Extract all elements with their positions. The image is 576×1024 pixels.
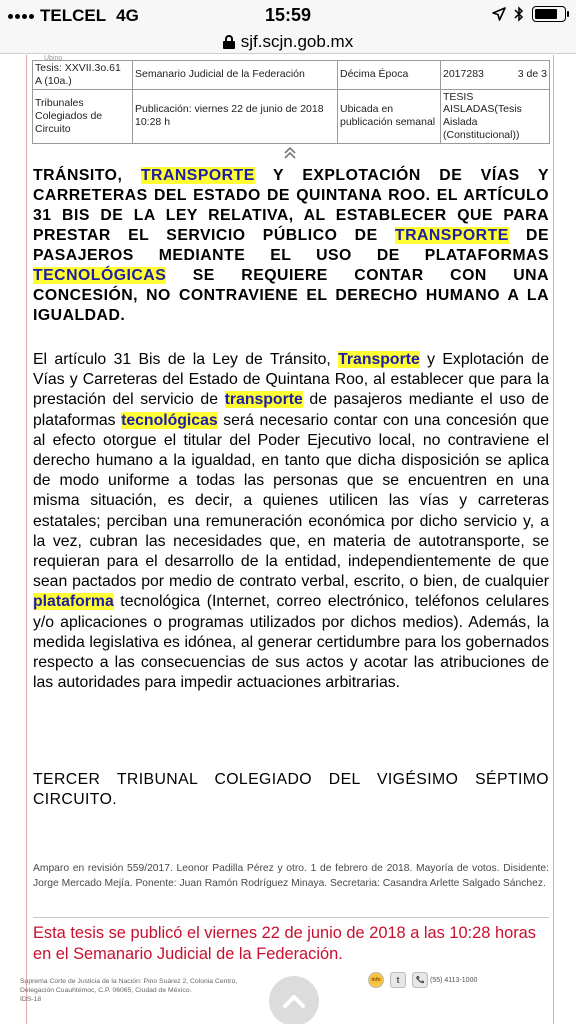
thesis-type: TESIS AISLADAS(Tesis Aislada (Constitucional)) <box>441 89 550 143</box>
registro-cell <box>441 61 550 90</box>
location-arrow-icon <box>492 7 506 21</box>
search-highlight: TRANSPORTE <box>394 227 509 244</box>
page-count: 3 de 3 <box>517 68 547 81</box>
bluetooth-icon <box>514 6 524 22</box>
heading-text: TRÁNSITO, <box>33 167 141 184</box>
body-text: y Explotación de Vías y Carreteras del Estado de Quintana Roo, al establecer que para la prestación del servicio de <box>33 351 549 409</box>
footer-address-1: Suprema Corte de Justicia de la Nación: Pino Suárez 2, Colonia Centro, <box>20 978 238 985</box>
battery-icon <box>532 6 566 22</box>
thesis-heading <box>33 166 549 326</box>
twitter-icon[interactable]: t <box>390 972 406 988</box>
thesis-body <box>33 350 549 693</box>
clock: 15:59 <box>264 5 312 25</box>
status-icons <box>492 6 566 22</box>
heading-text: DE PASAJEROS MEDIANTE EL USO DE PLATAFORMAS <box>33 227 549 264</box>
epoca: Décima Época <box>338 61 441 90</box>
source-name: Semanario Judicial de la Federación <box>133 61 338 90</box>
footer-icons <box>368 972 428 988</box>
info-icon[interactable]: info <box>368 972 384 988</box>
lock-icon <box>223 35 235 49</box>
organ: Tribunales Colegiados de Circuito <box>33 89 133 143</box>
thesis-metadata-table <box>32 60 550 144</box>
precedent-note: Amparo en revisión 559/2017. Leonor Padilla Pérez y otro. 1 de febrero de 2018. Mayoría de votos. Disidente: Jorge Mercado Mejía. Ponente: Juan Ramón Rodríguez Minaya. Secretaria: Casandra Arlette Salgado Sánchez. <box>33 863 549 889</box>
heading-text: Y EXPLOTACIÓN DE VÍAS Y CARRETERAS DEL ESTADO DE QUINTANA ROO. EL ARTÍCULO 31 BIS DE LA LEY RELATIVA, AL ESTABLECER QUE PARA PRESTAR EL SERVICIO PÚBLICO DE <box>33 167 549 244</box>
footer-code: IDS-18 <box>20 996 42 1003</box>
search-highlight: transporte <box>224 391 303 409</box>
double-chevron-up-icon[interactable] <box>282 145 298 161</box>
body-text: de pasajeros mediante el uso de plataformas <box>33 391 550 429</box>
address-bar[interactable] <box>0 30 576 54</box>
heading-text: SE REQUIERE CONTAR CON UNA CONCESIÓN, NO CONTRAVIENE EL DERECHO HUMANO A LA IGUALDAD. <box>33 267 549 324</box>
phone-icon <box>412 972 428 988</box>
publication-location: Ubicada en publicación semanal <box>338 89 441 143</box>
registro-number: 2017283 <box>443 68 484 81</box>
tesis-id: Tesis: XXVII.3o.61 A (10a.) <box>33 61 133 90</box>
footer-phone: (55) 4113-1000 <box>430 977 478 984</box>
scroll-to-top-button[interactable] <box>269 976 319 1024</box>
search-highlight: Transporte <box>338 351 420 368</box>
body-text: será necesario contar con una concesión que al efecto otorgue el titular del Poder Ejecutivo local, no contraviene el derecho humano a la igualdad, en tanto que dicha disposición se aplica de modo uniforme a todas las personas que se encuentren en una misma situación, es decir, a quienes utilicen las vías y carreteras estatales; perciban una remuneración económica por dicho servicio y, a la vez, cubran las necesidades que, en materia de autotransporte, se requieran para el desarrollo de la entidad, independientemente de que sean pactados por medio de contrato verbal, escrito, o bien, de cualquier <box>33 411 549 591</box>
issuing-court: TERCER TRIBUNAL COLEGIADO DEL VIGÉSIMO SÉPTIMO CIRCUITO. <box>33 771 549 808</box>
footer-address-2: Delegación Cuauhtémoc, C.P. 06065, Ciudad de México. <box>20 987 192 994</box>
faint-label: Ubino <box>44 55 63 62</box>
search-highlight: tecnológicas <box>121 411 218 429</box>
url-text: sjf.scjn.gob.mx <box>240 31 354 51</box>
search-highlight: TRANSPORTE <box>140 167 255 184</box>
body-text: El artículo 31 Bis de la Ley de Tránsito, <box>33 351 339 368</box>
search-highlight: TECNOLÓGICAS <box>33 267 167 284</box>
status-bar <box>0 0 576 30</box>
publication-notice: Esta tesis se publicó el viernes 22 de junio de 2018 a las 10:28 horas en el Semanario Judicial de la Federación. <box>33 924 536 963</box>
search-highlight: plataforma <box>33 593 114 611</box>
carrier-name: TELCEL <box>40 6 107 25</box>
divider <box>33 917 549 918</box>
body-text: tecnológica (Internet, correo electrónico, teléfonos celulares y/o aplicaciones o programas utilizados por dichos medios). Además, la medida legislativa es idónea, al generar certidumbre para los gobernados respecto a las consecuencias de sus actos y acotar las atribuciones de las autoridades para impedir actuaciones arbitrarias. <box>33 593 549 692</box>
publication-date: Publicación: viernes 22 de junio de 2018 10:28 h <box>133 89 338 143</box>
network-type: 4G <box>116 6 139 25</box>
chevron-up-icon <box>282 993 306 1009</box>
